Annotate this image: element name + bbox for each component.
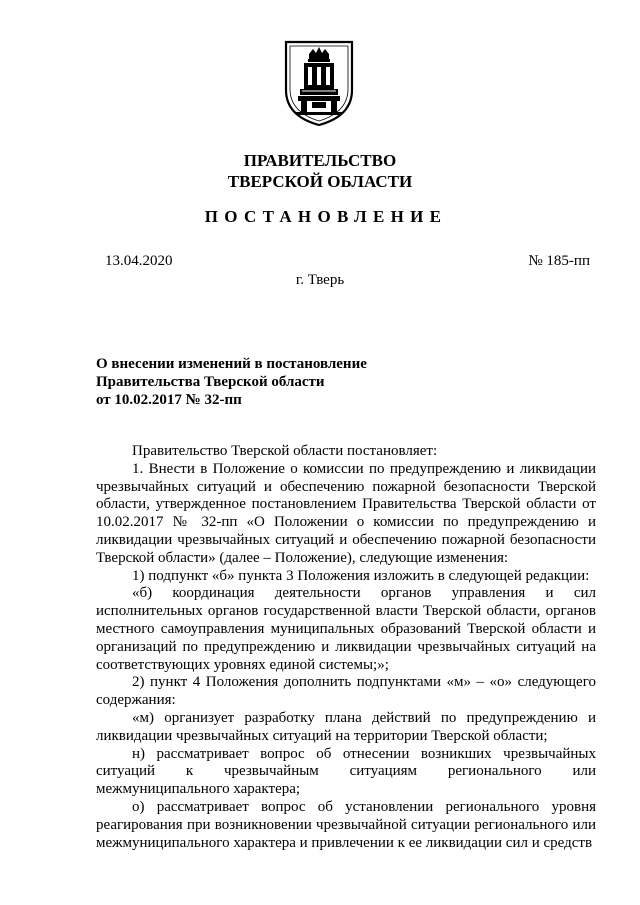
- body-paragraph: «б) координация деятельности органов управления и сил исполнительных органов государственной власти Тверской области, органов местного самоуправления муниципальных образований Тверской области и организаций по предупреждению и ликвидации чрезвычайных ситуаций на соответствующих уровнях единой системы;»;: [96, 585, 596, 673]
- subject-line: Правительства Тверской области: [96, 374, 325, 390]
- document-number: № 185-пп: [528, 253, 590, 269]
- coat-of-arms-emblem: [282, 38, 356, 128]
- document-type: ПОСТАНОВЛЕНИЕ: [204, 207, 448, 226]
- body-paragraph: Правительство Тверской области постановляет:: [132, 443, 438, 459]
- document-date: 13.04.2020: [105, 253, 173, 269]
- body-paragraph: н) рассматривает вопрос об отнесении возникших чрезвычайных ситуаций к чрезвычайным ситуациям регионального или межмуниципального характера;: [96, 745, 596, 798]
- document-body: [96, 443, 596, 852]
- subject-line: от 10.02.2017 № 32-пп: [96, 392, 242, 408]
- body-paragraph: 2) пункт 4 Положения дополнить подпунктами «м» – «о» следующего содержания:: [96, 674, 596, 709]
- subject-line: О внесении изменений в постановление: [96, 356, 367, 372]
- document-city: г. Тверь: [295, 272, 345, 288]
- body-paragraph: 1. Внести в Положение о комиссии по предупреждению и ликвидации чрезвычайных ситуаций и обеспечению пожарной безопасности Тверской области, утвержденное постановлением Правительства Тверской области от 10.02.2017 № 32-пп «О Положении о комиссии по предупреждению и ликвидации чрезвычайных ситуаций и обеспечению пожарной безопасности Тверской области» (далее – Положение), следующие изменения:: [96, 460, 596, 566]
- body-paragraph: 1) подпункт «б» пункта 3 Положения изложить в следующей редакции:: [132, 567, 590, 584]
- document-subject: [96, 355, 367, 409]
- body-paragraph: «м) организует разработку плана действий по предупреждению и ликвидации чрезвычайных ситуаций на территории Тверской области;: [96, 709, 596, 744]
- body-paragraph: о) рассматривает вопрос об установлении регионального уровня реагирования при возникновении чрезвычайной ситуации регионального или межмуниципального характера и привлечении к ее ликвидации сил и средств: [96, 798, 596, 851]
- organization-name-line2: ТВЕРСКОЙ ОБЛАСТИ: [227, 172, 413, 191]
- organization-name-line1: ПРАВИТЕЛЬСТВО: [243, 151, 397, 170]
